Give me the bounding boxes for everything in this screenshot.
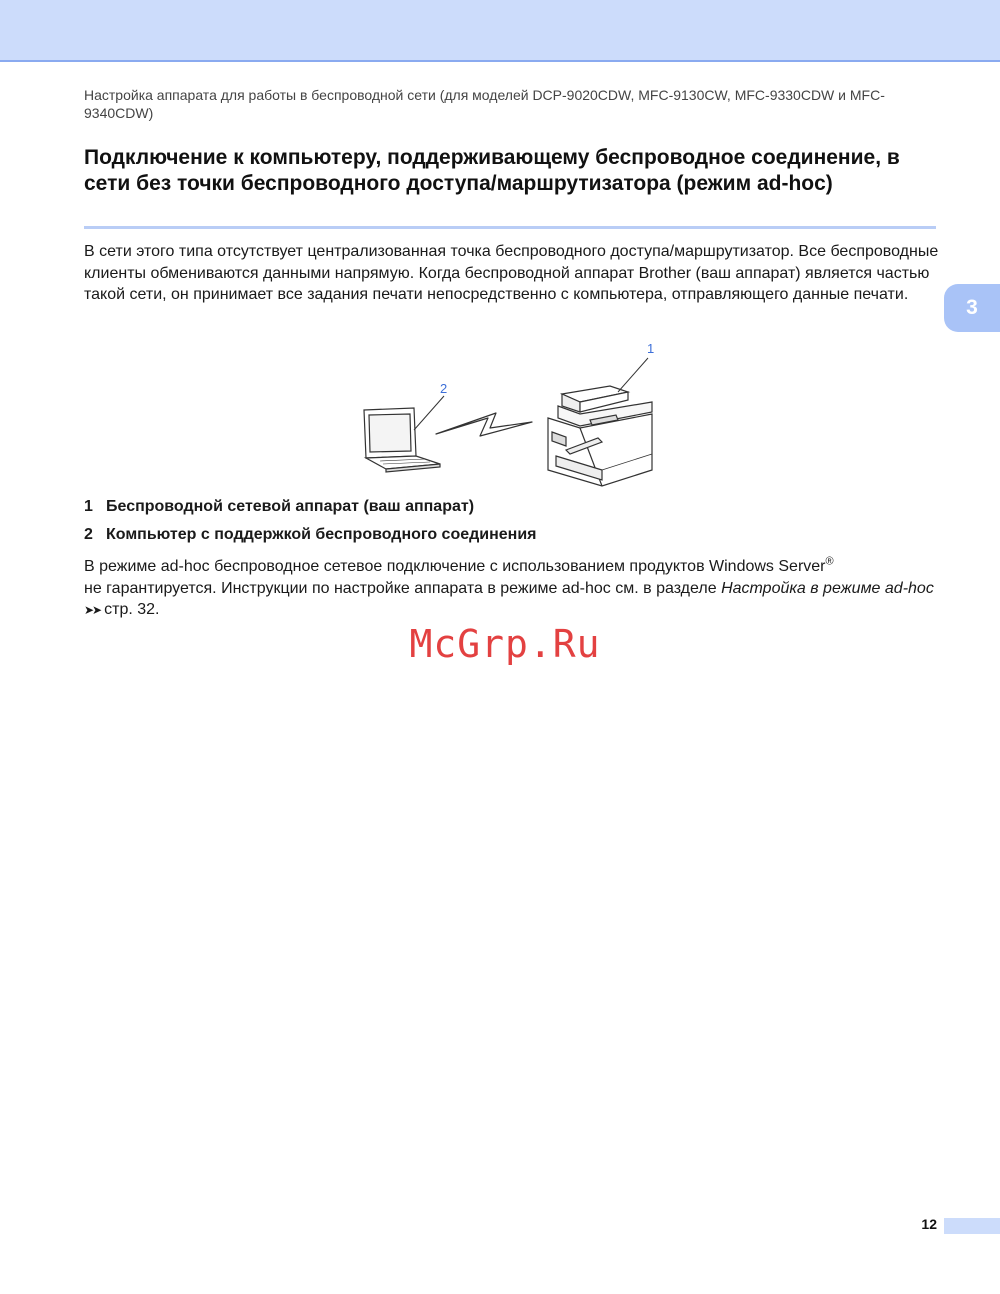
printer-icon bbox=[548, 386, 652, 486]
adhoc-note-paragraph bbox=[84, 556, 944, 622]
legend-text: Компьютер с поддержкой беспроводного соединения bbox=[106, 526, 537, 543]
registered-mark: ® bbox=[825, 555, 834, 568]
legend-number: 1 bbox=[84, 498, 93, 515]
running-header: Настройка аппарата для работы в беспроводной сети (для моделей DCP-9020CDW, MFC-9130CW, MFC-9330CDW и MFC-9340CDW) bbox=[84, 87, 885, 121]
legend-number: 2 bbox=[84, 526, 93, 543]
page-reference[interactable]: стр. 32. bbox=[104, 601, 160, 618]
wireless-link-icon bbox=[436, 413, 532, 436]
section-title: Подключение к компьютеру, поддерживающему беспроводное соединение, в сети без точки беспроводного доступа/маршрутизатора (режим ad-hoc) bbox=[84, 146, 900, 195]
callout-1-label: 1 bbox=[647, 341, 655, 356]
footer-band bbox=[944, 1218, 1000, 1234]
chapter-tab[interactable]: 3 bbox=[944, 284, 1000, 332]
intro-paragraph: В сети этого типа отсутствует централизованная точка беспроводного доступа/маршрутизатор. Все беспроводные клиенты обмениваются данными напрямую. Когда беспроводной аппарат Brother (ваш аппарат) является частью такой сети, он принимает все задания печати непосредственно с компьютера, отправляющего данные печати. bbox=[84, 243, 939, 303]
legend-item-1 bbox=[84, 497, 474, 517]
double-arrow-icon: ➤➤ bbox=[84, 603, 101, 617]
title-underline bbox=[84, 226, 936, 229]
callout-1-leader bbox=[618, 358, 648, 392]
note-text-part1: В режиме ad-hoc беспроводное сетевое подключение с использованием продуктов Windows Server bbox=[84, 558, 826, 575]
note-text-part2: не гарантируется. Инструкции по настройке аппарата в режиме ad-hoc см. в разделе bbox=[84, 579, 722, 597]
network-diagram bbox=[340, 338, 670, 490]
legend-text: Беспроводной сетевой аппарат (ваш аппарат) bbox=[106, 498, 475, 515]
page-number: 12 bbox=[921, 1216, 937, 1232]
laptop-icon bbox=[364, 408, 440, 472]
cross-reference-link[interactable]: Настройка в режиме ad-hoc bbox=[721, 579, 934, 597]
watermark-logo: McGrp.Ru bbox=[409, 622, 601, 666]
callout-2-leader bbox=[414, 396, 444, 430]
legend-item-2 bbox=[84, 525, 537, 545]
top-header-band bbox=[0, 0, 1000, 62]
callout-2-label: 2 bbox=[440, 381, 448, 396]
